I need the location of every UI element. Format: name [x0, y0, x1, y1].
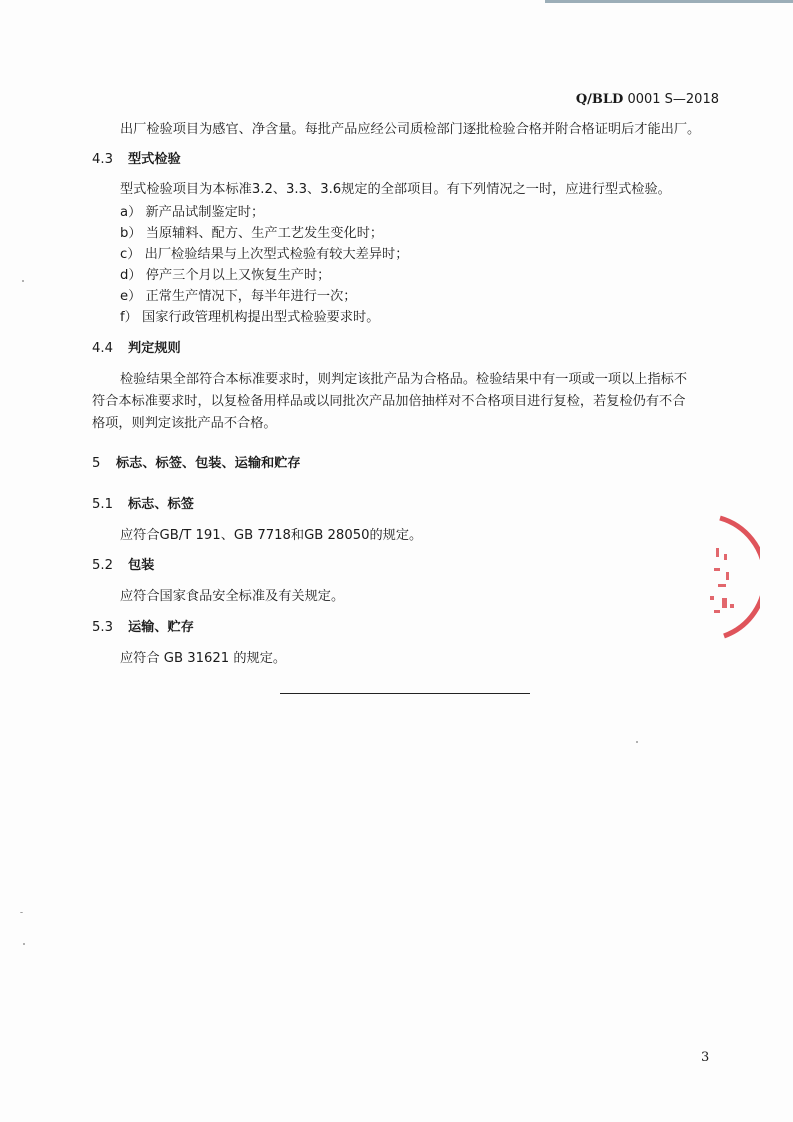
section-number: 5 [92, 456, 101, 471]
scan-speck [636, 741, 638, 743]
scan-speck [22, 280, 24, 282]
list-item: e） 正常生产情况下，每半年进行一次； [120, 289, 357, 304]
section-heading-5-3 [92, 619, 194, 637]
standard-code [576, 92, 719, 107]
paragraph-line: 格项，则判定该批产品不合格。 [92, 416, 277, 431]
section-heading-4-3 [92, 151, 181, 169]
section-number: 4.4 [92, 341, 113, 356]
seal-graphic [700, 512, 760, 642]
page-number: 3 [701, 1050, 710, 1065]
list-item: c） 出厂检验结果与上次型式检验有较大差异时； [120, 247, 409, 262]
list-item: d） 停产三个月以上又恢复生产时； [120, 268, 331, 283]
paragraph-line: 符合本标准要求时，以复检备用样品或以同批次产品加倍抽样对不合格项目进行复检，若复检仍有不合 [92, 394, 686, 409]
end-rule [280, 693, 530, 694]
list-item: f） 国家行政管理机构提出型式检验要求时。 [120, 310, 380, 325]
paragraph-line: 检验结果全部符合本标准要求时，则判定该批产品为合格品。检验结果中有一项或一项以上指标不 [120, 372, 688, 387]
section-title: 运输、贮存 [128, 620, 194, 635]
section-number: 5.3 [92, 620, 113, 635]
section-heading-5-1 [92, 496, 194, 514]
scan-edge-line [545, 0, 793, 3]
section-number: 5.2 [92, 558, 113, 573]
scan-speck [20, 912, 23, 913]
standard-code-prefix: Q/BLD [575, 92, 624, 107]
section-heading-5-2 [92, 557, 154, 575]
paragraph-5-3: 应符合 GB 31621 的规定。 [120, 651, 287, 666]
section-title: 型式检验 [128, 152, 181, 167]
section-heading-5 [92, 455, 301, 473]
section-title: 判定规则 [128, 341, 181, 356]
section-title: 包装 [128, 558, 155, 573]
scan-speck [23, 943, 25, 945]
section-number: 5.1 [92, 497, 113, 512]
list-item: a） 新产品试制鉴定时； [120, 205, 265, 220]
section-title: 标志、标签 [128, 497, 194, 512]
paragraph-4-2-tail: 出厂检验项目为感官、净含量。每批产品应经公司质检部门逐批检验合格并附合格证明后才能出厂。 [120, 122, 701, 137]
standard-code-rest: 0001 S—2018 [623, 92, 719, 107]
section-heading-4-4 [92, 340, 181, 358]
section-number: 4.3 [92, 152, 113, 167]
paragraph-5-2: 应符合国家食品安全标准及有关规定。 [120, 589, 345, 604]
section-title: 标志、标签、包装、运输和贮存 [116, 456, 301, 471]
paragraph-4-3-intro: 型式检验项目为本标准3.2、3.3、3.6规定的全部项目。有下列情况之一时，应进行型式检验。 [120, 182, 671, 197]
seal-marks [710, 548, 734, 613]
paragraph-5-1: 应符合GB/T 191、GB 7718和GB 28050的规定。 [120, 528, 423, 543]
company-seal-stamp [700, 512, 760, 642]
list-item: b） 当原辅料、配方、生产工艺发生变化时； [120, 226, 384, 241]
